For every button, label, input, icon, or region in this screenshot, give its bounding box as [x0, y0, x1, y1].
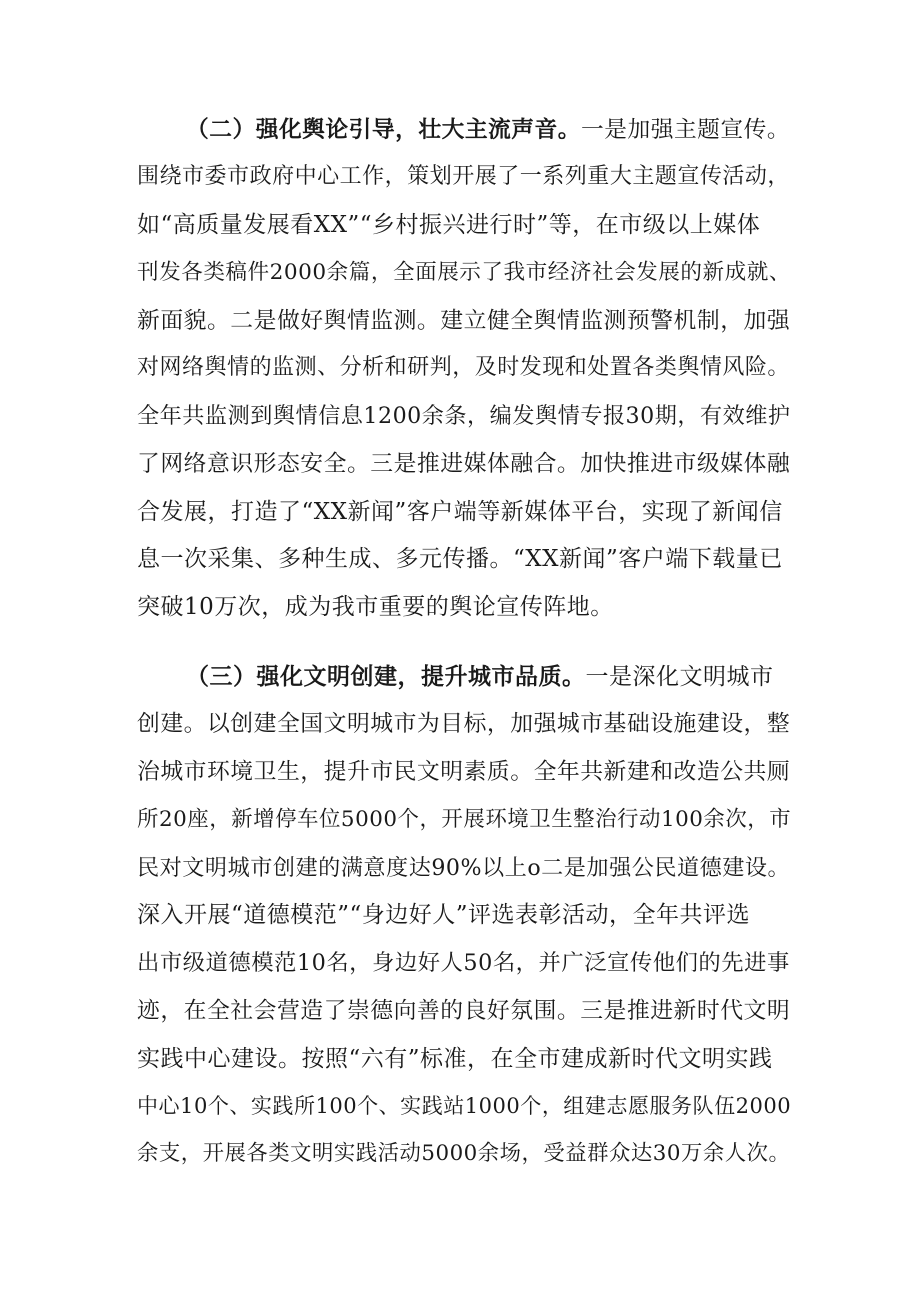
- paragraph-line: 全年共监测到舆情信息1200余条，编发舆情专报30期，有效维护: [137, 403, 791, 429]
- paragraph-line: 了网络意识形态安全。三是推进媒体融合。加快推进市级媒体融: [137, 451, 791, 477]
- paragraph-line: 民对文明城市创建的满意度达90%以上o二是加强公民道德建设。: [137, 855, 791, 881]
- section-heading: （三）强化文明创建，提升城市品质。: [186, 663, 586, 690]
- paragraph-line: 息一次采集、多种生成、多元传播。“XX新闻”客户端下载量已: [137, 546, 783, 572]
- line-text: 一是加强主题宣传。: [581, 117, 791, 143]
- paragraph-line: 如“高质量发展看XX”“乡村振兴进行时”等，在市级以上媒体: [137, 212, 761, 238]
- paragraph-line: 中心10个、实践所100个、实践站1000个，组建志愿服务队伍2000: [137, 1093, 792, 1118]
- paragraph-line: 对网络舆情的监测、分析和研判，及时发现和处置各类舆情风险。: [137, 355, 790, 380]
- paragraph-line: 余支，开展各类文明实践活动5000余场，受益群众达30万余人次。: [137, 1141, 791, 1166]
- paragraph-line: 实践中心建设。按照“六有”标准，在全市建成新时代文明实践: [137, 1046, 773, 1072]
- paragraph-line: 刊发各类稿件2000余篇，全面展示了我市经济社会发展的新成就、: [137, 260, 791, 285]
- paragraph-line: 合发展，打造了“XX新闻”客户端等新媒体平台，实现了新闻信: [137, 499, 783, 525]
- section-heading: （二）强化舆论引导，壮大主流声音。: [186, 117, 581, 143]
- paragraph-line: 创建。以创建全国文明城市为目标，加强城市基础设施建设，整: [137, 711, 791, 737]
- paragraph-line: 突破10万次，成为我市重要的舆论宣传阵地。: [137, 594, 614, 620]
- paragraph-line: 新面貌。二是做好舆情监测。建立健全舆情监测预警机制，加强: [137, 308, 791, 334]
- paragraph-line: 所20座，新增停车位5000个，开展环境卫生整治行动100余次，市: [137, 807, 792, 832]
- paragraph-line: 治城市环境卫生，提升市民文明素质。全年共新建和改造公共厕: [137, 759, 791, 785]
- paragraph-line: [186, 115, 790, 145]
- paragraph-line: 围绕市委市政府中心工作，策划开展了一系列重大主题宣传活动，: [137, 164, 790, 189]
- paragraph-line: 深入开展“道德模范”“身边好人”评选表彰活动，全年共评选: [137, 902, 751, 928]
- line-text: 一是深化文明城市: [585, 664, 774, 690]
- paragraph-line: [186, 662, 774, 692]
- paragraph-line: 出市级道德模范10名，身边好人50名，并广泛宣传他们的先进事: [137, 950, 790, 976]
- paragraph-line: 迹，在全社会营造了崇德向善的良好氛围。三是推进新时代文明: [137, 998, 791, 1024]
